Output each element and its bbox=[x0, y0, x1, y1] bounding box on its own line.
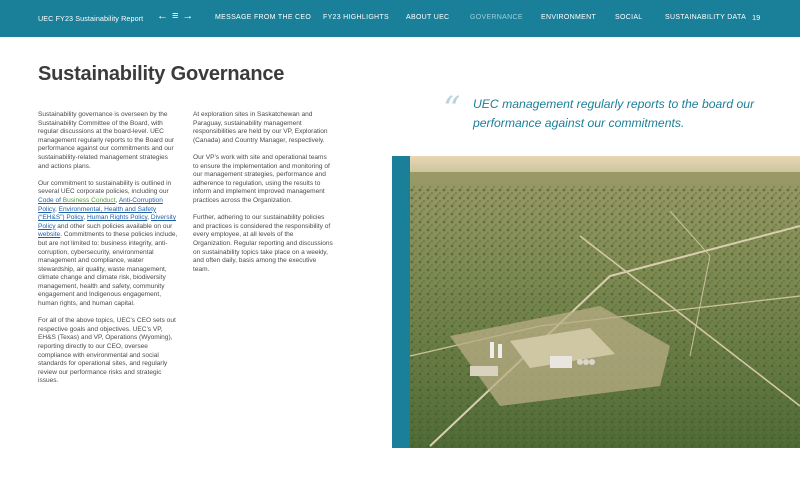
link-diversity-policy[interactable]: Diversity Policy bbox=[38, 214, 177, 230]
link-website[interactable]: website bbox=[38, 231, 61, 239]
link-ehs-policy[interactable]: Environmental, Health and Safety (“EH&S”) Policy bbox=[38, 205, 157, 222]
paragraph-ceo-goals: For all of the above topics, UEC’s CEO sets out respective goals and objectives. UEC’s VP, EH&S (Texas) and VP, Operations (Wyoming), reporting directly to our CEO, oversee compliance with environmental and social standards for operational sites, and regularly review our performance risks and strategic issues. bbox=[38, 317, 176, 385]
next-page-arrow-icon[interactable]: → bbox=[182, 10, 194, 22]
paragraph-vp-work: Our VP’s work with site and operational teams to ensure the implementation and monitoring of our management strategies, performance and adherence to regulation, using the results to inform and implement improved management practices across the Organization. bbox=[193, 153, 330, 204]
page-nav-controls bbox=[157, 11, 193, 22]
menu-item-environment[interactable]: ENVIRONMENT bbox=[541, 14, 597, 21]
paragraph-policies: Our commitment to sustainability is outlined in several UEC corporate policies, including our Code of Business Conduct, Anti-Corruption Policy, Environmental, Health and Safety (“EH&S”) Policy, Human Rights Policy, Diversity Policy and other such policies available on our website. Commitments to these policies include, but are not limited to: business integrity, anti-corruption, cybersecurity, environmental management and compliance, water stewardship, air quality, waste management, climate change and climate risk, biodiversity management, health and safety, community engagement and Indigenous engagement, human rights, and human capital. bbox=[38, 179, 178, 308]
body-column-1 bbox=[38, 111, 178, 395]
top-navigation-bar bbox=[0, 0, 800, 37]
body-column-2 bbox=[193, 111, 333, 283]
menu-item-fy23-highlights[interactable]: FY23 HIGHLIGHTS bbox=[323, 14, 389, 21]
photo-accent-bar bbox=[392, 156, 410, 448]
menu-icon[interactable]: ≡ bbox=[172, 10, 179, 22]
page-number: 19 bbox=[752, 13, 761, 22]
link-code-of-conduct[interactable]: Code of Business Conduct bbox=[38, 196, 116, 204]
report-title: UEC FY23 Sustainability Report bbox=[38, 14, 144, 23]
quote-mark-icon: “ bbox=[443, 89, 461, 129]
menu-item-sustainability-data[interactable]: SUSTAINABILITY DATA bbox=[665, 14, 747, 21]
pull-quote: UEC management regularly reports to the board our performance against our commitments. bbox=[473, 97, 755, 130]
menu-item-about-uec[interactable]: ABOUT UEC bbox=[406, 14, 450, 21]
menu-item-governance[interactable]: GOVERNANCE bbox=[470, 14, 523, 21]
previous-page-arrow-icon[interactable]: ← bbox=[157, 10, 168, 22]
aerial-site-photo bbox=[410, 156, 800, 448]
menu-item-social[interactable]: SOCIAL bbox=[615, 14, 643, 21]
paragraph-employee-responsibility: Further, adhering to our sustainability policies and practices is considered the responsibility of every employee, at all levels of the Organization. Regular reporting and discussions on sustainability topics take place on a weekly, and often daily, basis among the executive team. bbox=[193, 214, 333, 273]
page-title: Sustainability Governance bbox=[38, 63, 285, 85]
paragraph-governance-overview: Sustainability governance is overseen by the Sustainability Committee of the Board, with regular discussions at the board-level. UEC management regularly reports to the Board our performance against our commitments and our sustainability-related management strategies and actions plans. bbox=[38, 111, 175, 170]
link-anti-corruption-policy[interactable]: Anti-Corruption Policy bbox=[38, 196, 163, 213]
link-human-rights-policy[interactable]: Human Rights Policy bbox=[87, 214, 148, 222]
menu-item-message-from-ceo[interactable]: MESSAGE FROM THE CEO bbox=[215, 14, 312, 21]
paragraph-exploration-sites: At exploration sites in Saskatchewan and Paraguay, sustainability management responsibilities are held by our VP, Exploration (Canada) and Country Manager, respectively. bbox=[193, 111, 328, 144]
